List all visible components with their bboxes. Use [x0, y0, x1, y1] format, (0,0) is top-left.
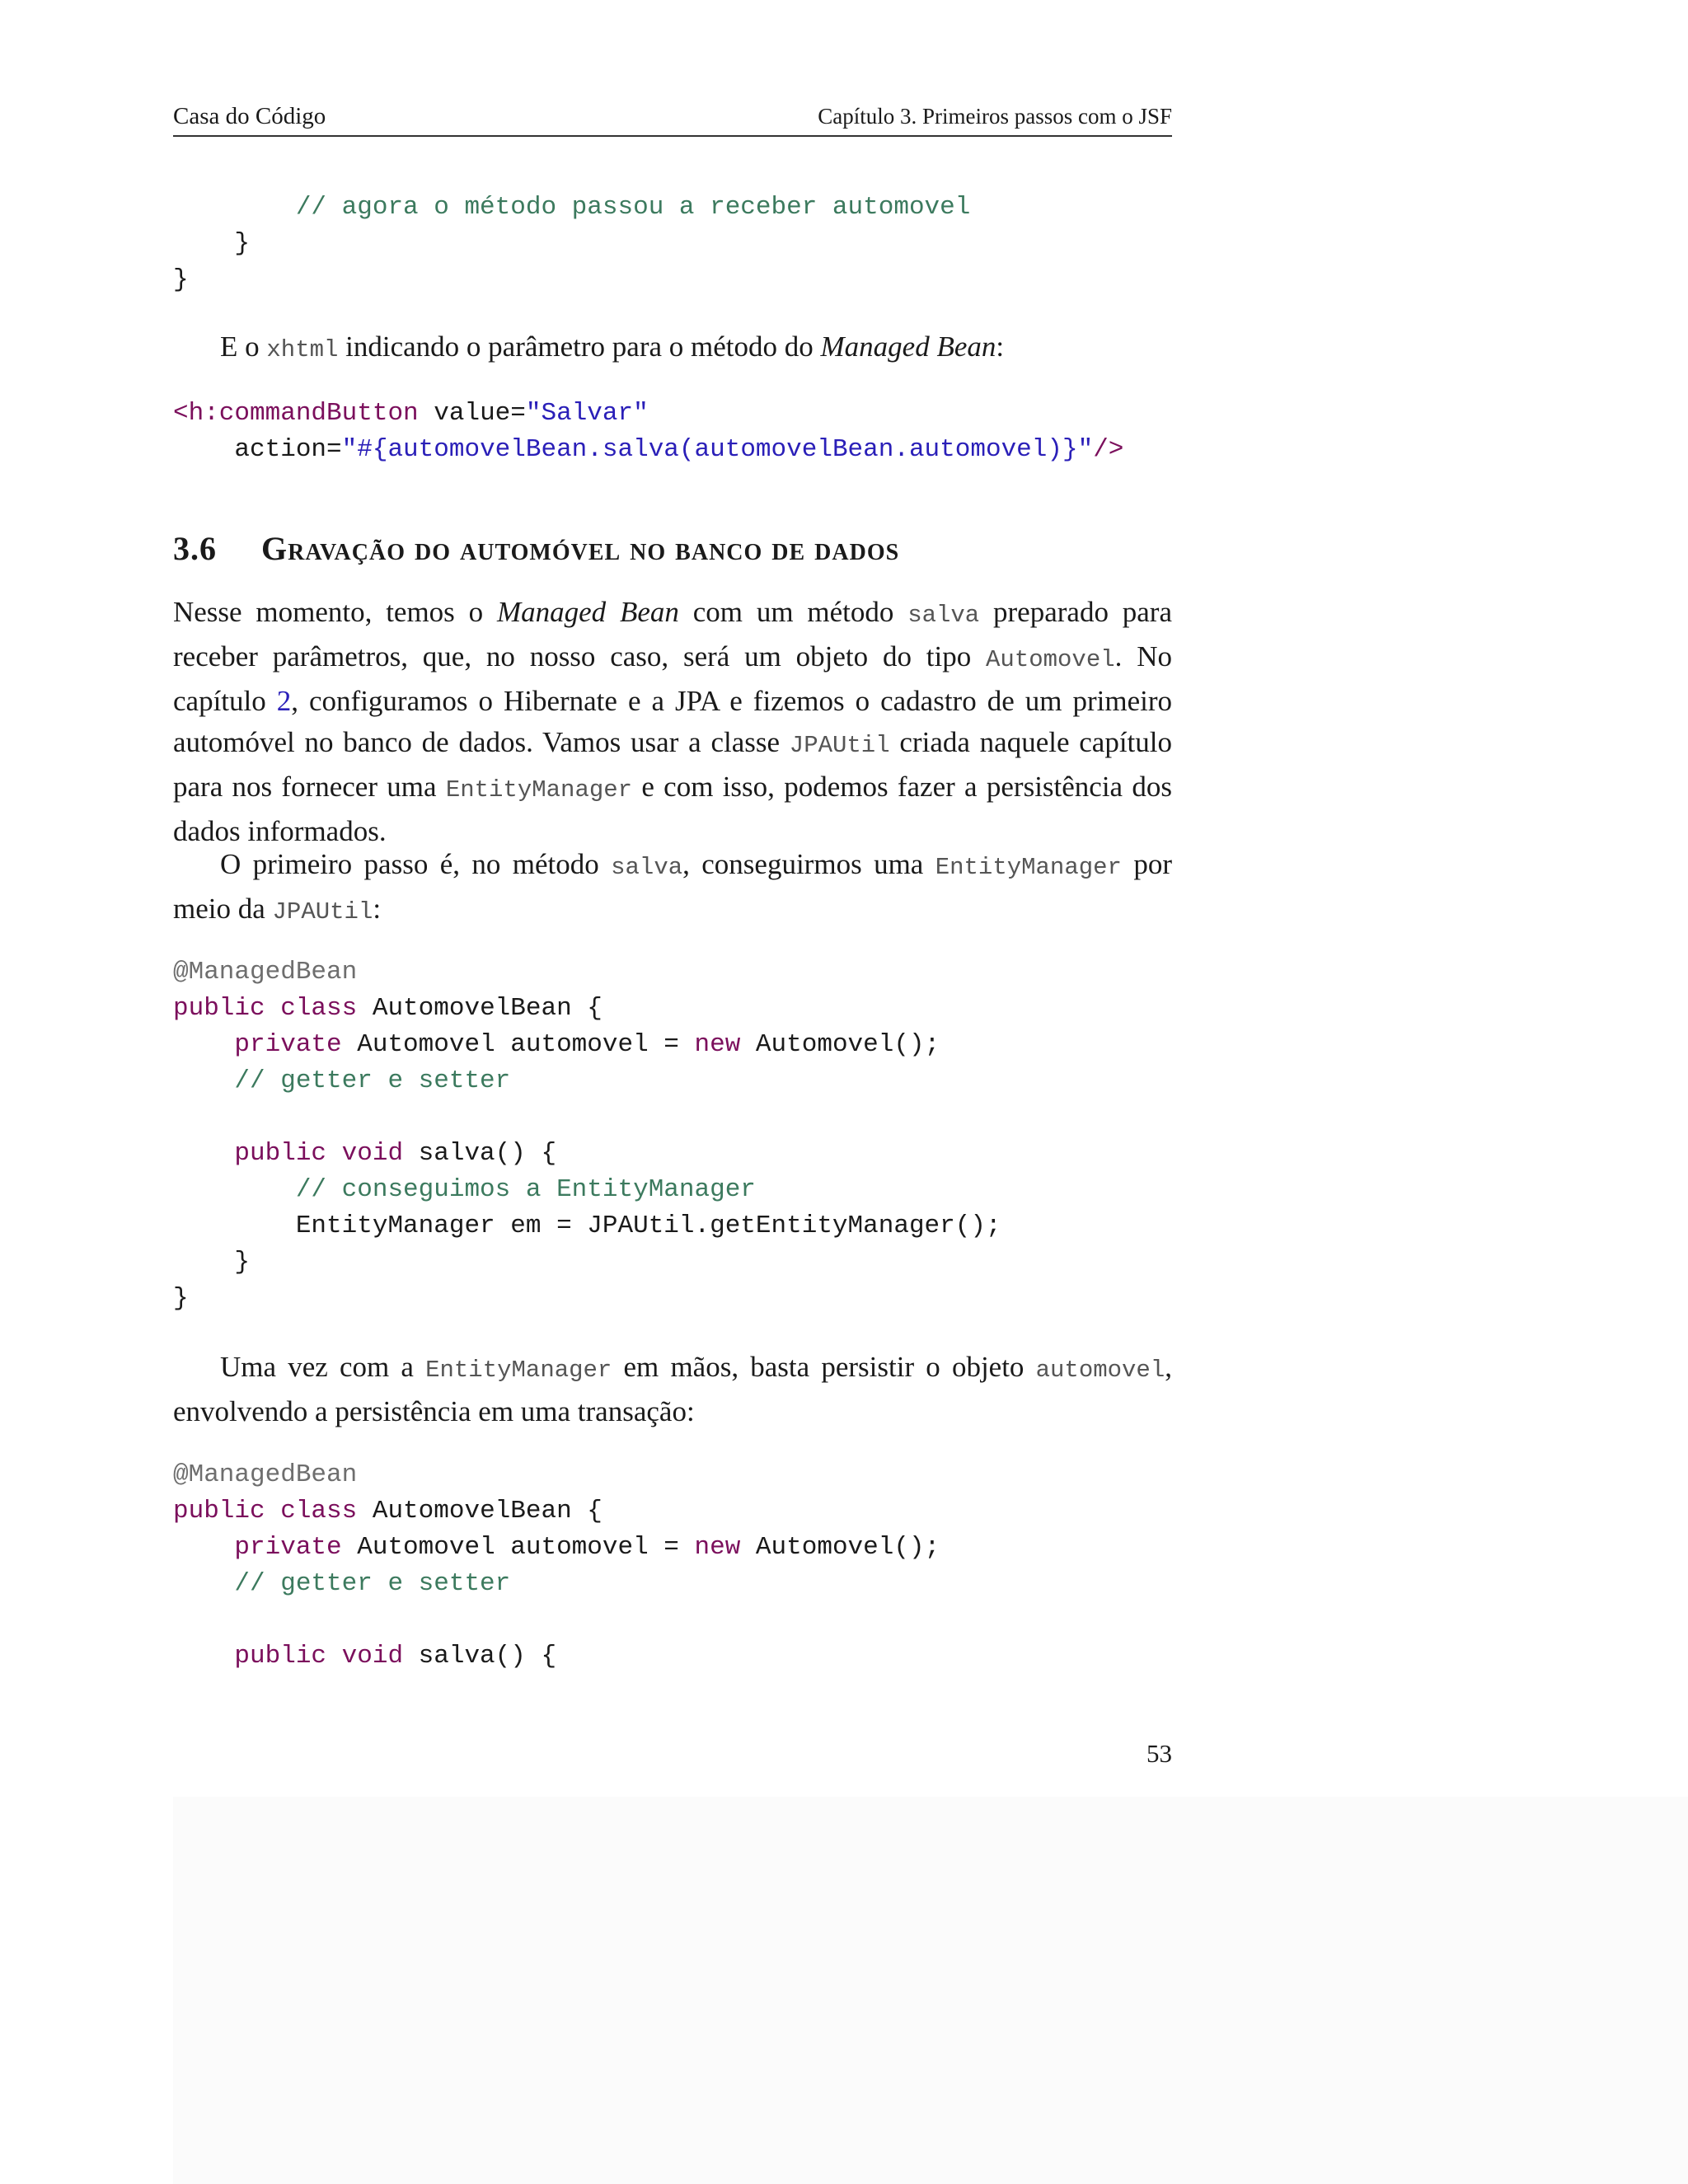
code-line: @ManagedBean	[173, 1460, 358, 1489]
paragraph-2: Nesse momento, temos o Managed Bean com um método salva preparado para receber parâmetros, que, no nosso caso, será um objeto do tipo Automovel. No capítulo 2, configuramos o Hibernate e a JPA e fizemos o cadastro de um primeiro automóvel no banco de dados. Vamos usar a classe JPAUtil criada naquele capítulo para nos fornecer uma EntityManager e com isso, podemos fazer a persistência dos dados informados.	[173, 596, 1173, 847]
code-line: private Automovel automovel = new Automovel();	[173, 1030, 940, 1059]
running-header	[173, 97, 1172, 137]
code-line-blank	[173, 1099, 1001, 1136]
code-line: public class AutomovelBean {	[173, 994, 603, 1023]
section-heading	[173, 524, 899, 574]
code-line: // conseguimos a EntityManager	[173, 1175, 756, 1204]
code-line: public void salva() {	[173, 1642, 557, 1671]
paragraph-3: O primeiro passo é, no método salva, conseguirmos uma EntityManager por meio da JPAUtil:	[173, 848, 1172, 926]
code-line: public class AutomovelBean {	[173, 1497, 603, 1526]
code-line-blank	[173, 1602, 940, 1638]
paragraph-1: E o xhtml indicando o parâmetro para o método do Managed Bean:	[220, 330, 1005, 363]
code-line: <h:commandButton value="Salvar"	[173, 399, 649, 428]
code-block-4	[173, 1457, 940, 1675]
code-line: }	[173, 229, 251, 258]
code-line: @ManagedBean	[173, 958, 358, 987]
chapter-2-link[interactable]: 2	[276, 685, 292, 717]
paragraph-4: Uma vez com a EntityManager em mãos, basta persistir o objeto automovel, envolvendo a persistência em uma transação:	[173, 1351, 1172, 1427]
code-line: public void salva() {	[173, 1139, 557, 1168]
section-number: 3.6	[173, 530, 217, 567]
code-line: // getter e setter	[173, 1569, 511, 1598]
code-line: EntityManager em = JPAUtil.getEntityManager();	[173, 1212, 1001, 1240]
header-chapter-title: Capítulo 3. Primeiros passos com o JSF	[818, 104, 1172, 129]
page-number: 53	[1146, 1739, 1172, 1768]
page-shade	[173, 1797, 1688, 2184]
header-book-title: Casa do Código	[173, 103, 326, 129]
code-line: }	[173, 265, 189, 294]
code-line: }	[173, 1248, 251, 1277]
code-line: private Automovel automovel = new Automovel();	[173, 1533, 940, 1562]
code-line: // agora o método passou a receber automovel	[173, 193, 971, 222]
section-title: Gravação do automóvel no banco de dados	[261, 530, 900, 567]
code-block-3	[173, 954, 1001, 1317]
code-block-1	[173, 190, 970, 298]
code-line: }	[173, 1284, 189, 1313]
code-line: // getter e setter	[173, 1066, 511, 1095]
code-line: action="#{automovelBean.salva(automovelBean.automovel)}"/>	[173, 435, 1124, 464]
code-block-2	[173, 396, 1123, 468]
